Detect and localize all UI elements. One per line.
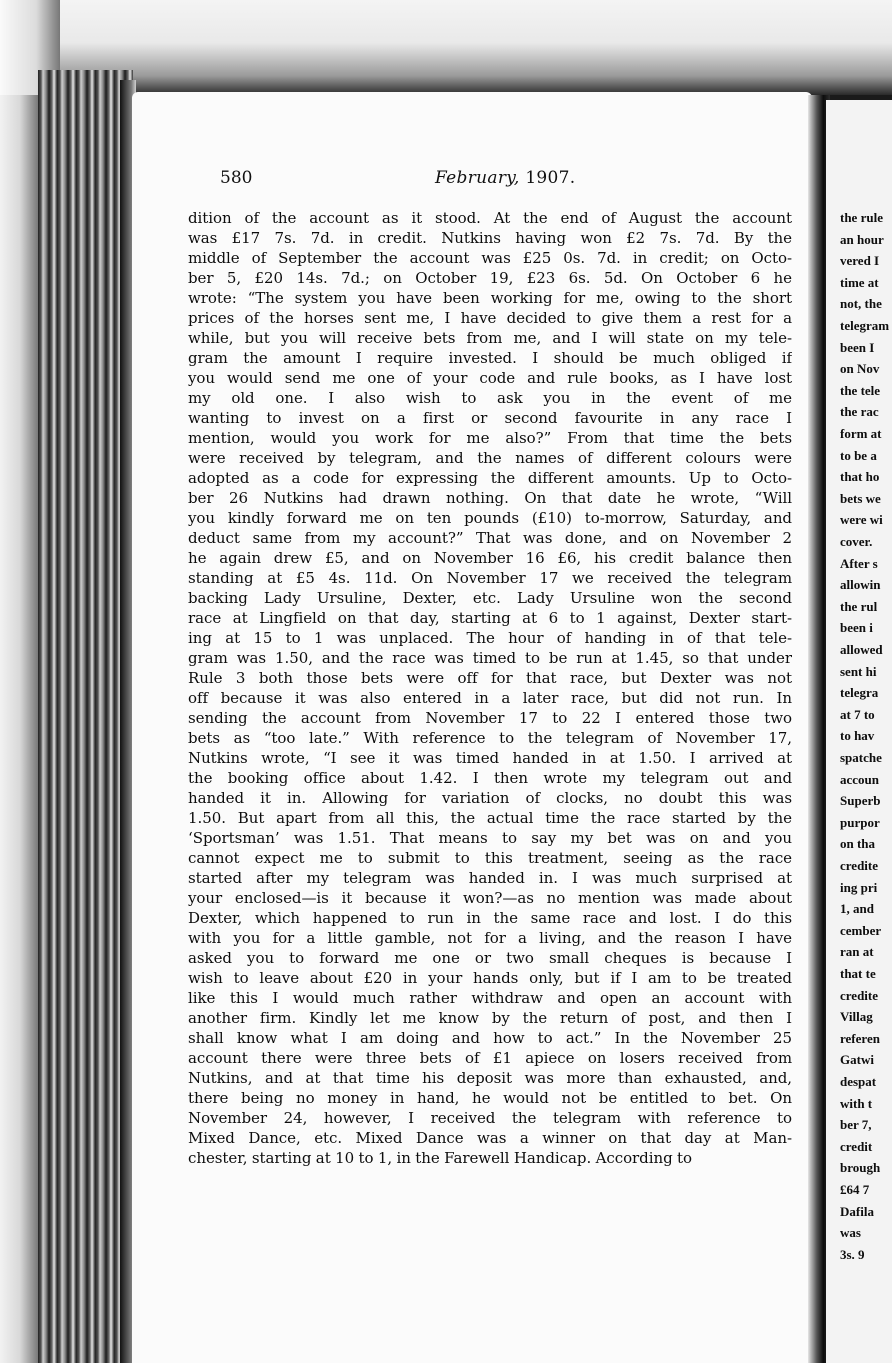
text-line: sending the account from November 17 to 22 I entered those two <box>188 709 792 727</box>
page-header <box>220 168 790 194</box>
book-binding <box>38 70 133 1363</box>
text-line: off because it was also entered in a later race, but did not run. In <box>188 689 792 707</box>
text-line: wish to leave about £20 in your hands only, but if I am to be treated <box>188 969 792 987</box>
text-line: Rule 3 both those bets were off for that race, but Dexter was not <box>188 669 792 687</box>
text-line: your enclosed—is it because it won?—as no mention was made about <box>188 889 792 907</box>
right-page-fragment <box>826 100 892 1363</box>
right-page-line: Dafila <box>840 1203 874 1219</box>
text-line: mention, would you work for me also?” From that time the bets <box>188 429 792 447</box>
right-page-line: After s <box>840 555 878 571</box>
text-line: ber 5, £20 14s. 7d.; on October 19, £23 6s. 5d. On October 6 he <box>188 269 792 287</box>
running-head-year: 1907. <box>519 168 576 188</box>
right-page-line: that ho <box>840 469 880 485</box>
right-page-line: to hav <box>840 728 875 744</box>
right-page-line: the rac <box>840 404 879 420</box>
text-line: ber 26 Nutkins had drawn nothing. On that date he wrote, “Will <box>188 489 792 507</box>
right-page-line: the tele <box>840 382 881 398</box>
text-line: Mixed Dance, etc. Mixed Dance was a winner on that day at Man- <box>188 1129 792 1147</box>
right-page-line: the rul <box>840 598 878 614</box>
text-line: Nutkins, and at that time his deposit was more than exhausted, and, <box>188 1069 792 1087</box>
text-line: cannot expect me to submit to this treatment, seeing as the race <box>188 849 792 867</box>
right-page-line: on tha <box>840 836 876 852</box>
right-page-line: cover. <box>840 534 873 549</box>
right-page-line: that te <box>840 966 876 981</box>
text-line: middle of September the account was £25 0s. 7d. in credit; on Octo- <box>188 249 792 267</box>
right-page-line: referen <box>840 1030 880 1046</box>
text-line: chester, starting at 10 to 1, in the Farewell Handicap. According to <box>188 1149 693 1167</box>
text-line: were received by telegram, and the names of different colours were <box>188 449 792 467</box>
right-page-line: despat <box>840 1074 877 1089</box>
text-line: gram was 1.50, and the race was timed to be run at 1.45, so that under <box>188 649 792 667</box>
text-line: he again drew £5, and on November 16 £6, his credit balance then <box>188 549 792 567</box>
right-page-line: the rule <box>840 210 883 225</box>
text-line: you would send me one of your code and rule books, as I have lost <box>188 369 792 387</box>
right-page-line: vered I <box>840 253 880 269</box>
right-page-line: ran at <box>840 944 874 960</box>
text-line: asked you to forward me one or two small cheques is because I <box>188 949 792 967</box>
text-line: shall know what I am doing and how to act.” In the November 25 <box>188 1029 792 1047</box>
text-line: race at Lingfield on that day, starting at 6 to 1 against, Dexter start- <box>188 609 792 627</box>
text-line: bets as “too late.” With reference to the telegram of November 17, <box>188 729 792 747</box>
text-line: November 24, however, I received the telegram with reference to <box>188 1109 792 1127</box>
right-page-line: ing pri <box>840 879 878 895</box>
text-line: Nutkins wrote, “I see it was timed handed in at 1.50. I arrived at <box>188 749 792 767</box>
text-line: 1.50. But apart from all this, the actual time the race started by the <box>188 809 792 827</box>
text-line: gram the amount I require invested. I should be much obliged if <box>188 349 792 367</box>
right-page-line: allowin <box>840 577 881 593</box>
right-page-line: purpor <box>840 814 880 830</box>
right-page-line: bets we <box>840 490 881 506</box>
text-line: wrote: “The system you have been working for me, owing to the short <box>188 289 792 307</box>
right-page-line: not, the <box>840 296 882 312</box>
right-page-line: 3s. 9 <box>840 1246 865 1262</box>
right-page-line: sent hi <box>840 663 877 679</box>
right-page-line: accoun <box>840 771 879 787</box>
text-line: adopted as a code for expressing the different amounts. Up to Octo- <box>188 469 792 487</box>
right-page-line: on Nov <box>840 361 880 377</box>
text-line: was £17 7s. 7d. in credit. Nutkins having won £2 7s. 7d. By the <box>188 229 792 247</box>
right-page-line: spatche <box>840 750 882 765</box>
right-page-line: £64 7 <box>840 1182 870 1197</box>
right-page-line: ber 7, <box>840 1117 872 1133</box>
text-line: while, but you will receive bets from me, and I will state on my tele- <box>188 329 792 347</box>
running-head <box>435 168 575 188</box>
text-line: ing at 15 to 1 was unplaced. The hour of handing in of that tele- <box>188 629 792 647</box>
right-page-line: time at <box>840 274 879 290</box>
right-page-line: been I <box>840 339 875 355</box>
body-text <box>188 208 792 1168</box>
text-line: account there were three bets of £1 apiece on losers received from <box>188 1049 792 1067</box>
right-page-line: Superb <box>840 793 881 809</box>
text-line: standing at £5 4s. 11d. On November 17 we received the telegram <box>188 569 792 587</box>
right-page-line: cember <box>840 922 882 938</box>
right-page-line: brough <box>840 1160 881 1176</box>
text-line: dition of the account as it stood. At the end of August the account <box>188 209 792 227</box>
right-page-line: an hour <box>840 231 884 247</box>
page-number: 580 <box>220 168 253 188</box>
text-line: started after my telegram was handed in. I was much surprised at <box>188 869 792 887</box>
text-line: with you for a little gamble, not for a living, and the reason I have <box>188 929 792 947</box>
right-page-line: form at <box>840 426 882 441</box>
right-page-line: allowed <box>840 642 883 657</box>
right-page-line: Gatwi <box>840 1052 874 1068</box>
text-line: my old one. I also wish to ask you in the event of me <box>188 389 792 407</box>
right-page-line: with t <box>840 1095 873 1111</box>
right-page-line: been i <box>840 620 873 636</box>
right-page-line: credit <box>840 1138 873 1154</box>
right-page-line: to be a <box>840 447 877 463</box>
text-line: another firm. Kindly let me know by the return of post, and then I <box>188 1009 792 1027</box>
text-line: wanting to invest on a first or second favourite in any race I <box>188 409 792 427</box>
right-page-line: Villag <box>840 1009 873 1025</box>
right-page-line: at 7 to <box>840 706 875 722</box>
text-line: there being no money in hand, he would not be entitled to bet. On <box>188 1089 792 1107</box>
page-stack-edge <box>0 95 40 1363</box>
right-page-line: were wi <box>840 512 883 528</box>
text-line: handed it in. Allowing for variation of clocks, no doubt this was <box>188 789 792 807</box>
right-page-line: was <box>840 1225 861 1241</box>
text-line: Dexter, which happened to run in the same race and lost. I do this <box>188 909 792 927</box>
text-line: backing Lady Ursuline, Dexter, etc. Lady Ursuline won the second <box>188 589 792 607</box>
right-page-line: credite <box>840 987 879 1003</box>
text-line: ‘Sportsman’ was 1.51. That means to say my bet was on and you <box>188 829 792 847</box>
text-line: the booking office about 1.42. I then wrote my telegram out and <box>188 769 792 787</box>
right-page-line: telegra <box>840 685 879 701</box>
text-line: like this I would much rather withdraw and open an account with <box>188 989 792 1007</box>
text-line: prices of the horses sent me, I have decided to give them a rest for a <box>188 309 792 327</box>
right-page-line: credite <box>840 858 879 873</box>
text-line: you kindly forward me on ten pounds (£10) to-morrow, Saturday, and <box>188 509 792 527</box>
right-page-line: telegram <box>840 318 890 333</box>
text-line: deduct same from my account?” That was done, and on November 2 <box>188 529 792 547</box>
right-page-line: 1, and <box>840 901 874 917</box>
running-head-month: February, <box>435 168 520 188</box>
